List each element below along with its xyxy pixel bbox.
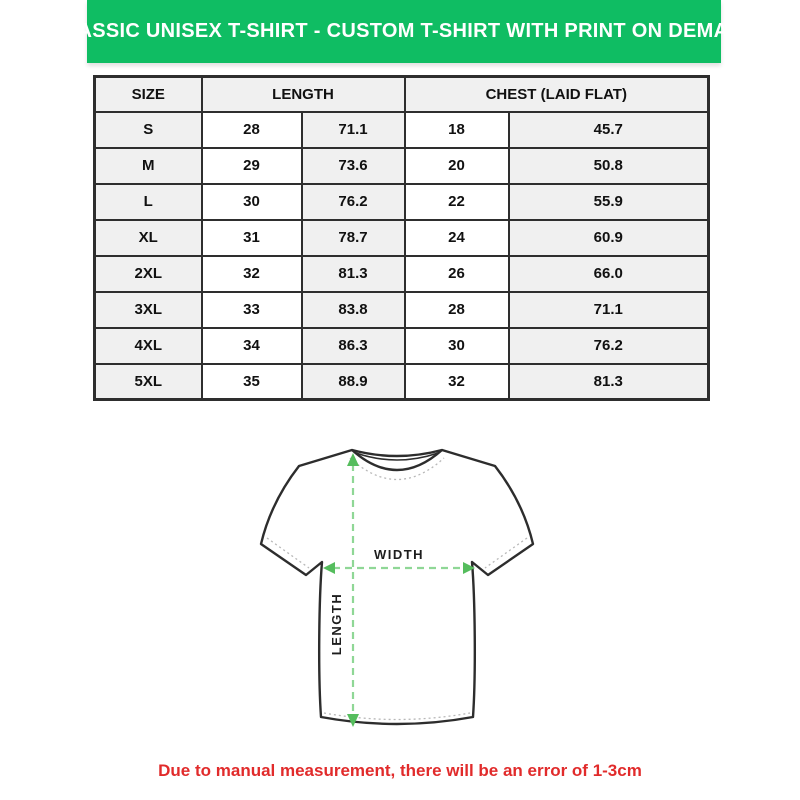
chest-in-cell: 24 bbox=[405, 220, 509, 256]
table-row bbox=[95, 220, 709, 256]
table-row bbox=[95, 292, 709, 328]
length-in-cell: 31 bbox=[202, 220, 302, 256]
chest-cm-cell: 66.0 bbox=[509, 256, 709, 292]
length-in-cell: 33 bbox=[202, 292, 302, 328]
chest-in-cell: 20 bbox=[405, 148, 509, 184]
chest-in-cell: 22 bbox=[405, 184, 509, 220]
size-cell: XL bbox=[95, 220, 202, 256]
table-header bbox=[95, 77, 709, 112]
chest-cm-cell: 50.8 bbox=[509, 148, 709, 184]
table-row bbox=[95, 148, 709, 184]
chest-in-cell: 32 bbox=[405, 364, 509, 400]
length-in-cell: 29 bbox=[202, 148, 302, 184]
length-cm-cell: 71.1 bbox=[302, 112, 405, 148]
header-chest: CHEST (LAID FLAT) bbox=[405, 77, 709, 112]
length-cm-cell: 81.3 bbox=[302, 256, 405, 292]
length-in-cell: 28 bbox=[202, 112, 302, 148]
chest-cm-cell: 71.1 bbox=[509, 292, 709, 328]
size-table-body bbox=[95, 112, 709, 400]
size-cell: 2XL bbox=[95, 256, 202, 292]
header-length: LENGTH bbox=[202, 77, 405, 112]
length-cm-cell: 86.3 bbox=[302, 328, 405, 364]
table-row bbox=[95, 184, 709, 220]
tshirt-outline bbox=[261, 450, 533, 724]
length-in-cell: 34 bbox=[202, 328, 302, 364]
chest-cm-cell: 60.9 bbox=[509, 220, 709, 256]
page-title: CLASSIC UNISEX T-SHIRT - CUSTOM T-SHIRT WITH PRINT ON DEMAND bbox=[50, 20, 758, 42]
length-in-cell: 30 bbox=[202, 184, 302, 220]
length-cm-cell: 88.9 bbox=[302, 364, 405, 400]
chest-cm-cell: 81.3 bbox=[509, 364, 709, 400]
chest-cm-cell: 76.2 bbox=[509, 328, 709, 364]
length-cm-cell: 78.7 bbox=[302, 220, 405, 256]
chest-in-cell: 28 bbox=[405, 292, 509, 328]
table-row bbox=[95, 364, 709, 400]
chest-in-cell: 18 bbox=[405, 112, 509, 148]
table-row bbox=[95, 112, 709, 148]
chest-in-cell: 30 bbox=[405, 328, 509, 364]
width-label: WIDTH bbox=[373, 547, 425, 562]
length-cm-cell: 83.8 bbox=[302, 292, 405, 328]
chest-in-cell: 26 bbox=[405, 256, 509, 292]
length-cm-cell: 76.2 bbox=[302, 184, 405, 220]
size-cell: L bbox=[95, 184, 202, 220]
table-row bbox=[95, 256, 709, 292]
title-banner bbox=[50, 0, 758, 63]
chest-cm-cell: 55.9 bbox=[509, 184, 709, 220]
chest-cm-cell: 45.7 bbox=[509, 112, 709, 148]
length-label: LENGTH bbox=[329, 592, 344, 656]
tshirt-drawing bbox=[245, 428, 555, 748]
size-chart-table bbox=[93, 75, 710, 401]
table-row bbox=[95, 328, 709, 364]
header-row bbox=[95, 77, 709, 112]
header-size: SIZE bbox=[95, 77, 202, 112]
size-cell: 4XL bbox=[95, 328, 202, 364]
size-cell: 3XL bbox=[95, 292, 202, 328]
size-cell: M bbox=[95, 148, 202, 184]
length-in-cell: 35 bbox=[202, 364, 302, 400]
measurement-error-note: Due to manual measurement, there will be an error of 1-3cm bbox=[158, 761, 642, 780]
size-cell: 5XL bbox=[95, 364, 202, 400]
size-cell: S bbox=[95, 112, 202, 148]
length-in-cell: 32 bbox=[202, 256, 302, 292]
tshirt-measurement-diagram bbox=[245, 428, 555, 748]
length-cm-cell: 73.6 bbox=[302, 148, 405, 184]
